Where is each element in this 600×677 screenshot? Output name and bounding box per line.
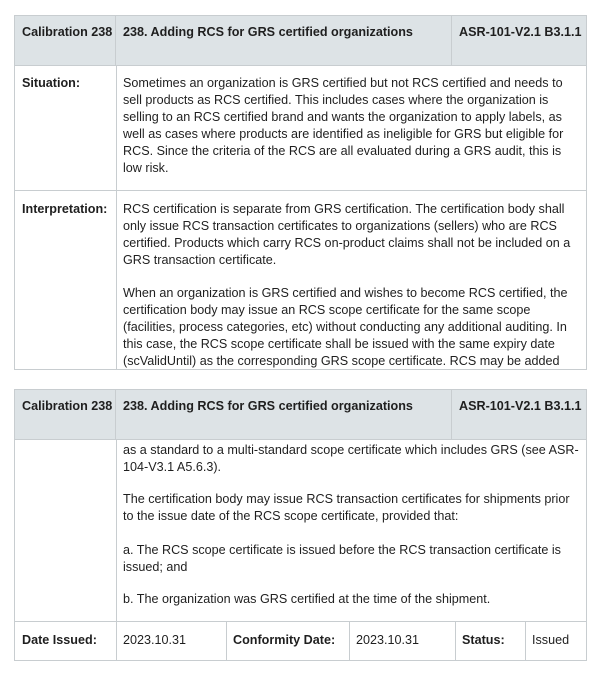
date-issued-label: Date Issued:	[22, 633, 97, 647]
calibration-table-part-2	[14, 389, 587, 661]
calibration-title: 238. Adding RCS for GRS certified organizations	[116, 390, 452, 439]
situation-text: Sometimes an organization is GRS certified but not RCS certified and needs to sell products as RCS certified. This includes cases where the organization is selling to an RCS certified brand and wants the organization to apply labels, as well as cases where products are identified as ineligible for GRS but eligible for RCS. Since the criteria of the RCS are all evaluated during a GRS audit, this is low risk.	[123, 76, 564, 175]
calibration-table-part-1	[14, 15, 587, 370]
interpretation-condition-b: b. The organization was GRS certified at the time of the shipment.	[123, 592, 491, 606]
conformity-date-value: 2023.10.31	[356, 633, 420, 647]
interpretation-paragraph-1: RCS certification is separate from GRS certification. The certification body shall only issue RCS transaction certificates to organizations (sellers) who are RCS certified. Products which carry RCS on-product claims shall not be included on a GRS transaction certificate.	[123, 202, 571, 267]
date-issued-value: 2023.10.31	[123, 633, 187, 647]
interpretation-paragraph-3: The certification body may issue RCS transaction certificates for shipments prior to the issue date of the RCS scope certificate, provided that:	[123, 492, 570, 523]
calibration-title: 238. Adding RCS for GRS certified organizations	[116, 16, 452, 65]
interpretation-paragraph-2: When an organization is GRS certified and wishes to become RCS certified, the certification body may issue an RCS scope certificate for the same scope (facilities, process categories, etc) without conducting any additional auditing. In this case, the RCS scope certificate shall be issued with the same expiry date (scValidUntil) as the corresponding GRS scope certificate. RCS may be added	[123, 286, 568, 368]
table-header	[15, 16, 586, 66]
column-divider	[116, 440, 117, 622]
row-divider	[15, 190, 586, 191]
status-badge: Issued	[532, 633, 570, 647]
calibration-reference: ASR-101-V2.1 B3.1.1	[459, 25, 582, 39]
interpretation-label: Interpretation:	[22, 202, 108, 216]
calibration-reference: ASR-101-V2.1 B3.1.1	[459, 399, 582, 413]
calibration-number: Calibration 238	[15, 16, 116, 65]
table-header-repeat	[15, 390, 586, 440]
interpretation-paragraph-2-continued: as a standard to a multi-standard scope certificate which includes GRS (see ASR-104-V3.1 A5.6.3).	[123, 443, 579, 474]
interpretation-condition-a: a. The RCS scope certificate is issued before the RCS transaction certificate is issued; and	[123, 543, 561, 574]
status-label: Status:	[462, 633, 505, 647]
calibration-number: Calibration 238	[15, 390, 116, 439]
situation-label: Situation:	[22, 76, 81, 90]
conformity-date-label: Conformity Date:	[233, 633, 336, 647]
column-divider	[116, 66, 117, 370]
